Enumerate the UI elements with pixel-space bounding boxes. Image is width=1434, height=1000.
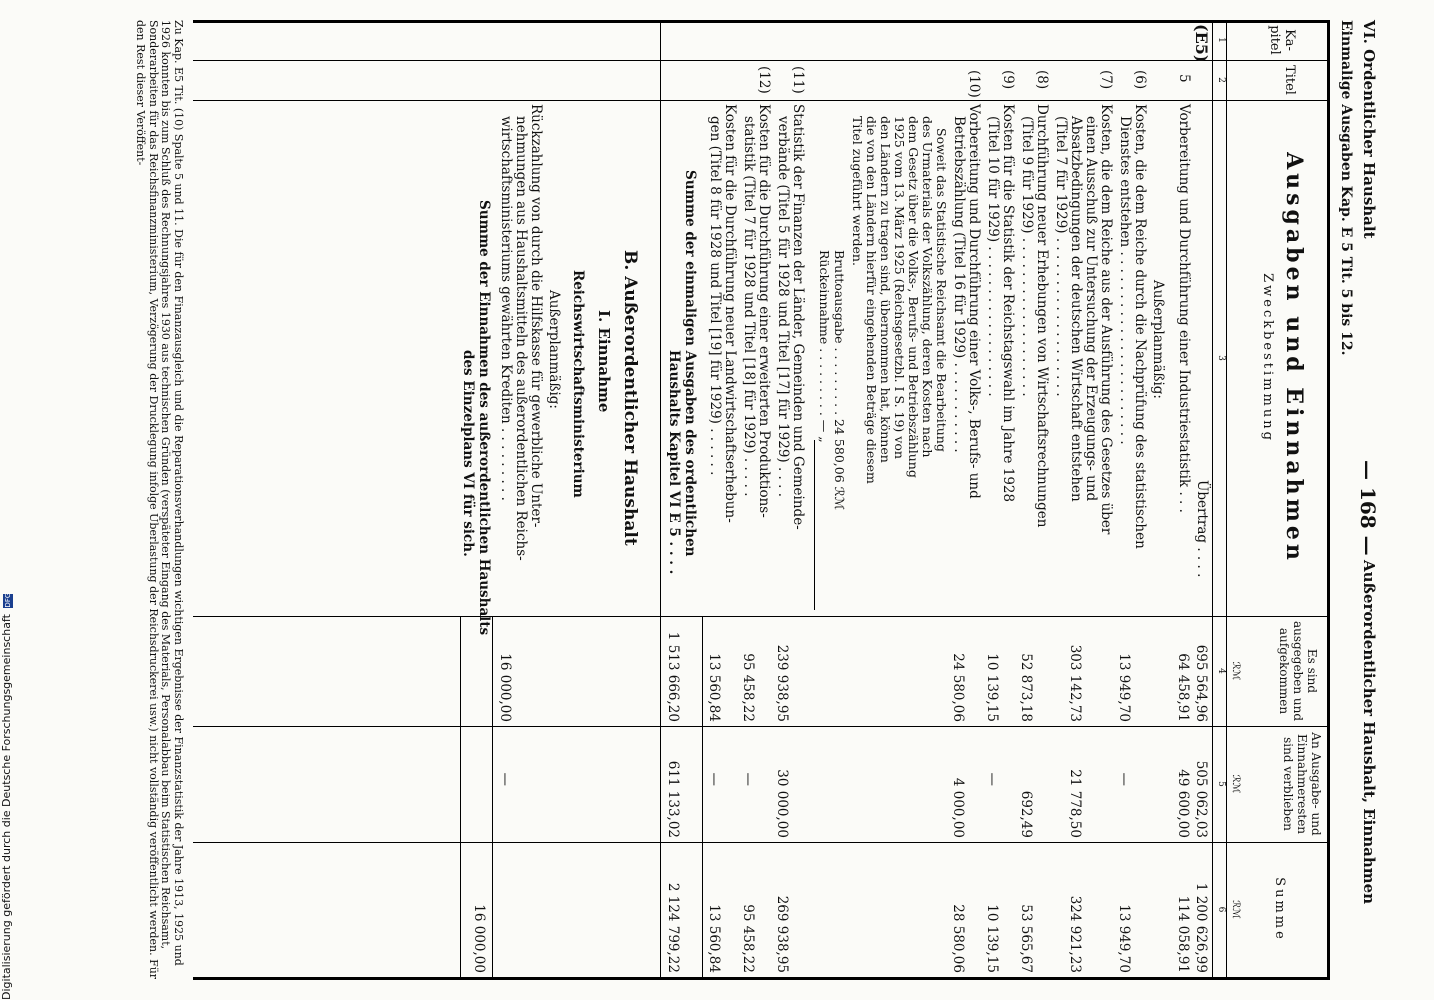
titel-8-c6: 53 565,67 [1018,904,1034,973]
titel-12-line2: statistik (Titel 7 für 1928 und Titel [18] für 1929) . . . . . [741,116,757,497]
titel-11-c4: 239 938,95 [774,644,790,722]
titel-11-line1: Statistik der Finanzen der Länder, Gemeinden und Gemeinde- [790,104,806,530]
side-credit-text: Digitalisierung gefördert durch die Deutsche Forschungsgemeinschaft [0,614,13,1000]
titel-10-note7: Titel zugeführt werden. [850,116,865,266]
unit-6: ℛℳ [1230,900,1241,919]
titel-6-c4: 13 949,70 [1116,653,1132,722]
titel-5-c6: 114 058,91 [1175,895,1191,973]
sum1-c6: 2 124 799,22 [665,882,681,973]
titel-8-c4: 52 873,18 [1018,653,1034,722]
uebertrag-c5: 505 062,03 [1193,760,1209,838]
titel-9-c4: 10 139,15 [984,653,1000,722]
titel-7-line1: Kosten, die dem Reiche aus der Ausführung des Gesetzes über [1098,104,1114,535]
ausserplan-label: Außerplanmäßig: [1150,280,1166,399]
titel-7-no: (7) [1098,70,1114,90]
brutto-line: Bruttoausgabe . . . . . . . . . 24 580,06 ℛℳ [832,250,847,510]
titel-13-line1: Kosten für die Durchführung neuer Landwirtschaftserhebun- [722,104,738,523]
kapitel-label: (E5) [1192,24,1211,63]
col-zweck: Zweckbestimmung [1260,273,1275,443]
sub-header [1338,20,1354,356]
b1-line1: Rückzahlung von durch die Hilfskasse für gewerbliche Unter- [528,104,544,528]
titel-10-line2: Betriebszählung (Titel 16 für 1929) . . . . . . . . . . . [951,116,967,453]
titel-6-line2: Dienstes entstehen . . . . . . . . . . . . . . . . . . . . . . . [1117,116,1133,445]
titel-10-note2: des Urmaterials der Volkszählung, deren Kosten nach [920,116,935,458]
titel-12-c4: 95 458,22 [740,653,756,722]
uebertrag-label: Übertrag . . . . [1194,480,1210,578]
colnum-1: 1 [1216,37,1226,43]
titel-10-note5: den Ländern zu tragen sind, übernommen hat, können [878,116,893,463]
colnum-5: 5 [1216,781,1226,787]
titel-10-note6: die von den Ländern hierfür eingehenden Beträge diesem [864,116,879,484]
colnum-3: 3 [1216,355,1226,361]
titel-12-c6: 95 458,22 [740,904,756,973]
page-number: — 168 — [1356,460,1380,556]
titel-10-c5: 4 000,00 [950,777,966,838]
page-header [1354,20,1380,980]
titel-9-line2: (Titel 10 für 1929) . . . . . . . . . . . . . . . . . . [985,116,1001,397]
b1-c4: 16 000,00 [497,653,513,722]
titel-6-c6: 13 949,70 [1116,904,1132,973]
titel-6-no: (6) [1132,70,1148,90]
unit-5: ℛℳ [1230,774,1241,794]
colnum-4: 4 [1216,668,1226,674]
titel-13-c5: — [706,772,722,786]
col-titel: Titel [1282,65,1297,95]
titel-11-line2: verbände (Titel 5 für 1928 und Titel [17] für 1929) . . . . [775,116,791,498]
section-b-ministry: Reichswirtschaftsministerium [570,270,586,498]
side-credit [0,594,13,1000]
budget-table [193,20,1330,980]
col-5: An Ausgabe- und Einnahmeresten sind verblieben [1281,732,1323,836]
right-title: Außerordentlicher Haushalt, Einnahmen [1360,560,1378,905]
titel-7-c6: 324 921,23 [1067,895,1083,973]
titel-6-line1: Kosten, die dem Reiche durch die Nachprüfung des statistischen [1132,104,1148,549]
titel-7-line4: (Titel 7 für 1929) . . . . . . . . . . . . . . . . . . . [1053,116,1069,397]
titel-13-c6: 13 560,84 [706,904,722,973]
titel-9-no: (9) [1000,70,1016,90]
b1-c5: — [497,772,513,786]
titel-10-no: (10) [966,70,982,98]
uebertrag-c4: 695 564,96 [1193,644,1209,722]
b1-line3: wirtschaftsministeriums gewährten Krediten . . . . . . . . . [498,116,514,501]
titel-8-line2: (Titel 9 für 1929) . . . . . . . . . . . . . . . . . . . [1019,116,1035,397]
unit-4: ℛℳ [1230,661,1241,681]
titel-5-c5: 49 600,00 [1175,769,1191,838]
titel-6-c5: — [1116,772,1132,786]
section-b-title: B. Außerordentlicher Haushalt [620,250,640,546]
titel-11-c6: 269 938,95 [774,895,790,973]
titel-13-c4: 13 560,84 [706,653,722,722]
dfg-logo: DFG [4,592,12,608]
b1-line2: nehmungen aus Haushaltsmitteln des außerordentlichen Reichs- [513,116,529,561]
footnote: Zu Kap. E5 Tit. (10) Spalte 5 und 11. Die für den Finanzausgleich und die Reparationsverhandlungen wichtigen Ergebnisse der Finanzstatistik der Jahre 1913, 1925 und 1926 konnten bis zum Schluß des Rechnungsjahres 1930 aus technischen Gründen (verspäteter Eingang des Materials, Personalabbau beim Statistischen Reichsamt, Sonderarbeiten für das Reichsfinanzministerium, Verzögerung der Drucklegung infolge Überlastung der Reichsdruckerei usw.) nicht vollständig veröffentlicht werden. Für den Rest dieser Veröffent- [134,20,185,980]
titel-12-no: (12) [756,66,772,94]
sum2-line1: Summe der Einnahmen des außerordentlichen Haushalts [476,200,492,636]
titel-10-c6: 28 580,06 [950,904,966,973]
colnum-6: 6 [1216,906,1226,913]
sum1-c5: 611 133,02 [665,760,681,838]
sum1-line1: Summe der einmaligen Ausgaben des ordentlichen [682,170,698,557]
titel-7-c4: 303 142,73 [1067,644,1083,722]
col-kapitel: Ka-pitel [1267,25,1297,55]
titel-11-no: (11) [790,66,806,94]
titel-10-c4: 24 580,06 [950,653,966,722]
titel-11-c5: 30 000,00 [774,769,790,838]
titel-9-c5: — [984,772,1000,786]
titel-13-line2: gen (Titel 8 für 1928 und Titel [19] für 1929) . . . . . . [707,116,723,476]
titel-8-no: (8) [1034,70,1050,90]
col-4: Es sind ausgegeben und aufgekommen [1277,620,1319,722]
titel-9-line1: Kosten für die Statistik der Reichstagswahl im Jahre 1928 [1000,104,1016,503]
b1-c6: 16 000,00 [471,904,487,973]
titel-7-c5: 21 778,50 [1067,769,1083,838]
sum1-c4: 1 513 666,20 [665,631,681,722]
titel-10-note1: Soweit das Statistische Reichsamt die Bearbeitung [934,128,949,452]
titel-12-c5: — [740,772,756,786]
col-main-title: Ausgaben und Einnahmen [1281,152,1307,564]
section-title: VI. Ordentlicher Haushalt [1360,20,1378,239]
titel-5-text: Vorbereitung und Durchführung einer Industriestatistik . . . [1176,104,1192,513]
uebertrag-c6: 1 200 626,99 [1193,882,1209,973]
section-b-sub: I. Einnahme [595,310,613,413]
sum1-line2: Haushalts Kapitel VI E 5 . . . . [666,350,682,575]
titel-10-line1: Vorbereitung und Durchführung einer Volks-, Berufs- und [966,104,982,499]
titel-9-c6: 10 139,15 [984,904,1000,973]
col-6: Summe [1272,877,1287,942]
sub-left: Einmalige Ausgaben Kap. E 5 Tit. 5 bis 12. [1338,20,1354,356]
titel-5-c4: 64 458,91 [1175,653,1191,722]
titel-12-line1: Kosten für die Durchführung einer erweiterten Produktions- [756,104,772,518]
titel-7-line2: einen Ausschuß zur Untersuchung der Erzeugungs- und [1083,116,1099,502]
titel-10-note4: 1925 vom 13. März 1925 (Reichsgesetzbl. I S. 19) von [892,116,907,459]
titel-8-line1: Durchführung neuer Erhebungen von Wirtschaftsrechnungen [1034,104,1050,528]
section-b-ausserplan: Außerplanmäßig: [546,290,562,409]
sum2-line2: des Einzelplans VI für sich. [460,350,476,557]
titel-8-c5: 692,49 [1018,790,1034,838]
rotated-document-page [50,20,1380,980]
titel-10-note3: dem Gesetz über die Volks-, Berufs- und Betriebszählung [906,116,921,478]
titel-5-no: 5 [1176,74,1192,83]
colnum-2: 2 [1216,77,1226,83]
rueck-line: Rückeinnahme . . . . . . . . . — „ [817,250,832,443]
titel-7-line3: Absatzbedingungen der deutschen Wirtschaft entstehen [1068,116,1084,502]
